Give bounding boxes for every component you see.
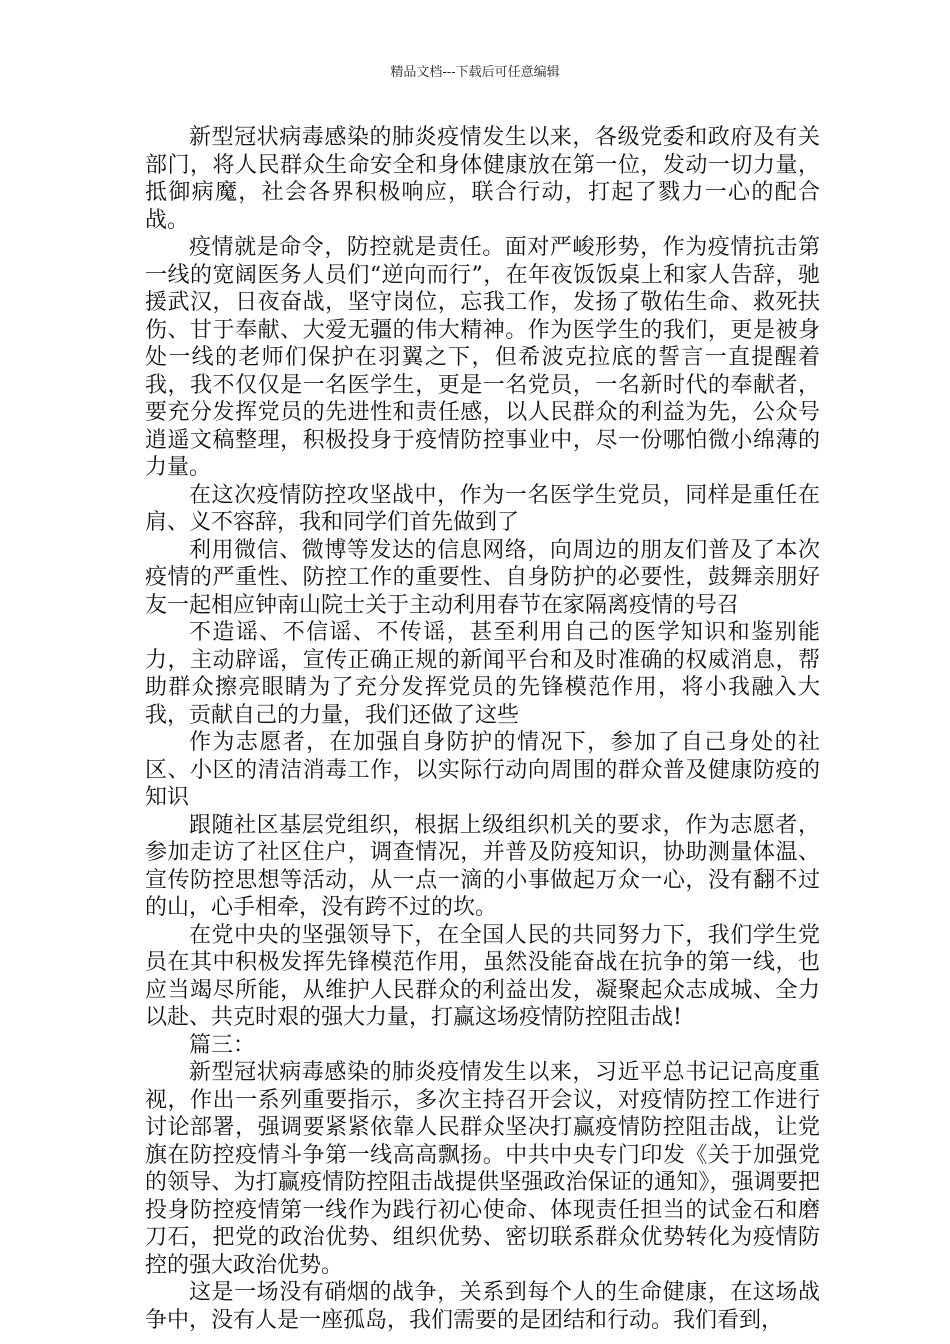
- page-header: 精品文档---下载后可任意编辑: [390, 65, 560, 80]
- section-heading: 篇三：: [189, 1032, 256, 1058]
- paragraph: 这是一场没有硝烟的战争，关系到每个人的生命健康，在这场战争中，没有人是一座孤岛，我们需要的是团结和行动。我们看到，: [145, 1280, 820, 1333]
- paragraph: 跟随社区基层党组织，根据上级组织机关的要求，作为志愿者，参加走访了社区住户，调查情况，并普及防疫知识，协助测量体温、宣传防控思想等活动，从一点一滴的小事做起万众一心，没有翻不过的山，心手相牵，没有跨不过的坎。: [145, 812, 820, 920]
- paragraph: 不造谣、不信谣、不传谣，甚至利用自己的医学知识和鉴别能力，主动辟谣，宣传正确正规的新闻平台和及时准确的权威消息，帮助群众擦亮眼睛为了充分发挥党员的先锋模范作用，将小我融入大我，贡献自己的力量，我们还做了这些: [145, 620, 820, 728]
- paragraph: 作为志愿者，在加强自身防护的情况下，参加了自己身处的社区、小区的清洁消毒工作，以实际行动向周围的群众普及健康防疫的知识: [145, 730, 820, 810]
- document-body: [145, 124, 820, 1334]
- paragraph: 新型冠状病毒感染的肺炎疫情发生以来，各级党委和政府及有关部门，将人民群众生命安全和身体健康放在第一位，发动一切力量，抵御病魔，社会各界积极响应，联合行动，打起了戮力一心的配合战。: [145, 125, 820, 233]
- paragraph: 利用微信、微博等发达的信息网络，向周边的朋友们普及了本次疫情的严重性、防控工作的重要性、自身防护的必要性，鼓舞亲朋好友一起相应钟南山院士关于主动利用春节在家隔离疫情的号召: [145, 537, 820, 618]
- paragraph: 新型冠状病毒感染的肺炎疫情发生以来，习近平总书记记高度重视，作出一系列重要指示，多次主持召开会议，对疫情防控工作进行讨论部署，强调要紧紧依靠人民群众坚决打赢疫情防控阻击战，让党旗在防控疫情斗争第一线高高飘扬。中共中央专门印发《关于加强党的领导、为打赢疫情防控阻击战提供坚强政治保证的通知》，强调要把投身防控疫情第一线作为践行初心使命、体现责任担当的试金石和磨刀石，把党的政治优势、组织优势、密切联系群众优势转化为疫情防控的强大政治优势。: [145, 1060, 820, 1278]
- paragraph: 在这次疫情防控攻坚战中，作为一名医学生党员，同样是重任在肩、义不容辞，我和同学们首先做到了: [145, 482, 820, 535]
- paragraph: 疫情就是命令，防控就是责任。面对严峻形势，作为疫情抗击第一线的宽阔医务人员们“逆向而行”，在年夜饭饭桌上和家人告辞，驰援武汉，日夜奋战，坚守岗位，忘我工作，发扬了敬佑生命、救死扶伤、甘于奉献、大爱无疆的伟大精神。作为医学生的我们，更是被身处一线的老师们保护在羽翼之下，但希波克拉底的誓言一直提醒着我，我不仅仅是一名医学生，更是一名党员，一名新时代的奉献者，要充分发挥党员的先进性和责任感，以人民群众的利益为先，公众号逍遥文稿整理，积极投身于疫情防控事业中，尽一份哪怕微小绵薄的力量。: [145, 235, 820, 480]
- paragraph: 在党中央的坚强领导下，在全国人民的共同努力下，我们学生党员在其中积极发挥先锋模范作用，虽然没能奋战在抗争的第一线，也应当竭尽所能，从维护人民群众的利益出发，凝聚起众志成城、全力以赴、共克时艰的强大力量，打赢这场疫情防控阻击战!: [145, 922, 820, 1030]
